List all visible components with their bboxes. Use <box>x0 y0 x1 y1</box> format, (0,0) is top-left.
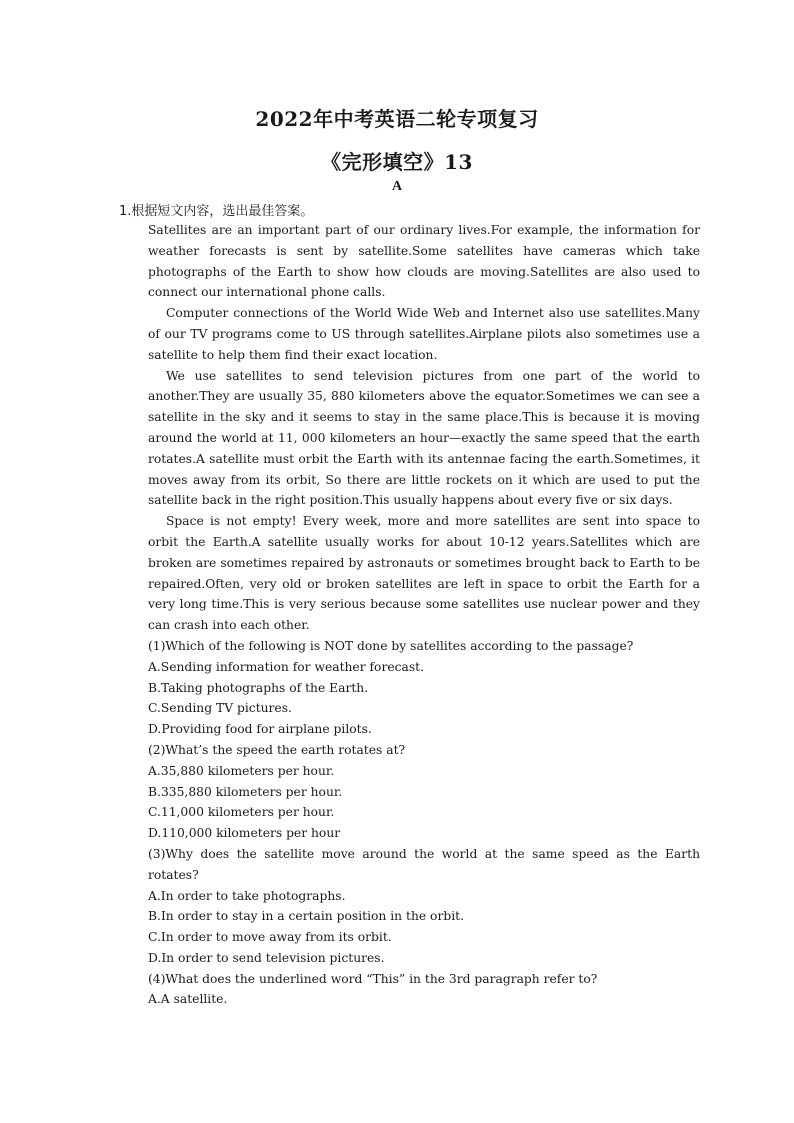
question-instruction: 1.根据短文内容，选出最佳答案。 <box>119 204 314 219</box>
question-3-option-b: B.In order to stay in a certain position in the orbit. <box>148 909 464 924</box>
passage-paragraph-1: Satellites are an important part of our ordinary lives.For example, the information for weather forecasts is sent by satellite.Some satellites have cameras which take photographs of the Earth to show how clouds are moving.Satellites are also used to connect our international phone calls. <box>148 223 700 300</box>
question-1-option-d: D.Providing food for airplane pilots. <box>148 722 372 737</box>
question-4-option-a: A.A satellite. <box>148 992 228 1007</box>
question-3-option-a: A.In order to take photographs. <box>148 888 346 903</box>
section-label: A <box>391 179 403 194</box>
question-3-option-d: D.In order to send television pictures. <box>148 950 385 965</box>
document-title: 2022年中考英语二轮专项复习 <box>255 107 539 131</box>
passage-body <box>148 220 700 1010</box>
question-stem-3: (3)Why does the satellite move around the world at the same speed as the Earth rotates? <box>148 846 700 882</box>
question-1-option-b: B.Taking photographs of the Earth. <box>148 680 369 695</box>
question-stem-4: (4)What does the underlined word “This” in the 3rd paragraph refer to? <box>148 971 598 986</box>
question-3-option-c: C.In order to move away from its orbit. <box>148 930 392 945</box>
question-2-option-d: D.110,000 kilometers per hour <box>148 826 341 841</box>
document-subtitle: 《完形填空》13 <box>321 150 473 174</box>
question-stem-2: (2)What’s the speed the earth rotates at? <box>148 742 406 757</box>
passage-paragraph-4: Space is not empty! Every week, more and more satellites are sent into space to orbit the Earth.A satellite usually works for about 10-12 years.Satellites which are broken are sometimes repaired by astronauts or sometimes brought back to Earth to be repaired.Often, very old or broken satellites are left in space to orbit the Earth for a very long time.This is very serious because some satellites use nuclear power and they can crash into each other. <box>148 514 700 633</box>
question-2-option-c: C.11,000 kilometers per hour. <box>148 805 335 820</box>
question-2-option-a: A.35,880 kilometers per hour. <box>148 763 335 778</box>
question-1-option-a: A.Sending information for weather forecast. <box>148 659 424 674</box>
passage-paragraph-3: We use satellites to send television pictures from one part of the world to another.They are usually 35, 880 kilometers above the equator.Sometimes we can see a satellite in the sky and it seems to stay in the same place.This is because it is moving around the world at 11, 000 kilometers an hour—exactly the same speed that the earth rotates.A satellite must orbit the Earth with its antennae facing the earth.Sometimes, it moves away from its orbit, So there are little rockets on it which are used to put the satellite back in the right position.This usually happens about every five or six days. <box>148 368 700 508</box>
question-2-option-b: B.335,880 kilometers per hour. <box>148 784 343 799</box>
question-stem-1: (1)Which of the following is NOT done by satellites according to the passage? <box>148 638 634 653</box>
question-1-option-c: C.Sending TV pictures. <box>148 701 292 716</box>
passage-paragraph-2: Computer connections of the World Wide Web and Internet also use satellites.Many of our TV programs come to US through satellites.Airplane pilots also sometimes use a satellite to help them find their exact location. <box>148 306 700 362</box>
